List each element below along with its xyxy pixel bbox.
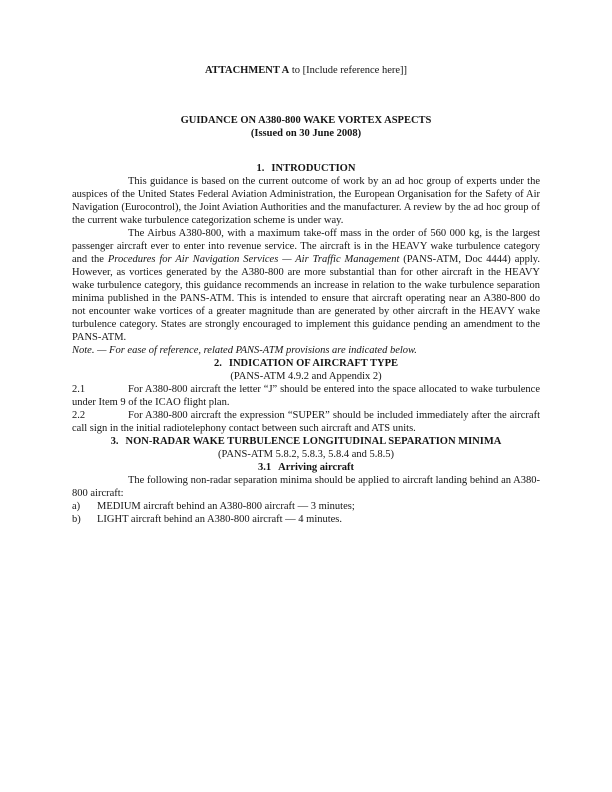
section-1-heading	[72, 162, 540, 175]
list-item-b-text: LIGHT aircraft behind an A380-800 aircraft — 4 minutes.	[97, 514, 343, 525]
subsection-3-1-number: 3.1	[257, 462, 272, 473]
paragraph-2-2	[72, 409, 540, 435]
list-item-a-text: MEDIUM aircraft behind an A380-800 aircraft — 3 minutes;	[97, 501, 355, 512]
section-2-heading	[72, 357, 540, 370]
subsection-3-1-heading	[72, 461, 540, 474]
paragraph-2-1	[72, 383, 540, 409]
document-title-line1: GUIDANCE ON A380-800 WAKE VORTEX ASPECTS	[180, 115, 432, 126]
paragraph-2-1-text: For A380-800 aircraft the letter “J” should be entered into the space allocated to wake turbulence under Item 9 of the ICAO flight plan.	[72, 384, 540, 408]
section-3-number: 3.	[110, 436, 119, 447]
intro-paragraph-2-text: The Airbus A380-800, with a maximum take-off mass in the order of 560 000 kg, is the largest passenger aircraft ever to enter into revenue service. The aircraft is in the HEAVY wake turbulence category and the	[72, 228, 540, 265]
pans-atm-document-title: Procedures for Air Navigation Services — Air Traffic Management	[107, 254, 400, 265]
list-item-b-marker: b)	[72, 514, 81, 525]
section-1-number: 1.	[256, 163, 265, 174]
section-3-reference: (PANS-ATM 5.8.2, 5.8.3, 5.8.4 and 5.8.5)	[217, 449, 395, 460]
section-3-heading	[72, 435, 540, 448]
section-3-title: NON-RADAR WAKE TURBULENCE LONGITUDINAL SEPARATION MINIMA	[125, 436, 502, 447]
list-item-b	[72, 513, 540, 526]
paragraph-2-2-text: For A380-800 aircraft the expression “SUPER” should be included immediately after the aircraft call sign in the initial radiotelephony contact between such aircraft and ATS units.	[72, 410, 540, 434]
intro-paragraph-1: This guidance is based on the current outcome of work by an ad hoc group of experts under the auspices of the United States Federal Aviation Administration, the European Organisation for the Safety of Air Navigation (Eurocontrol), the Joint Aviation Authorities and the manufacturer. A review by the ad hoc group of the current wake turbulence categorization scheme is under way.	[72, 176, 540, 226]
attachment-label: ATTACHMENT A	[204, 65, 290, 76]
paragraph-2-1-number: 2.1	[72, 384, 86, 395]
document-title	[72, 114, 540, 140]
intro-paragraph-2-continued: (PANS-ATM, Doc 4444) apply. However, as vortices generated by the A380-800 are more substantial than for other aircraft in the HEAVY wake turbulence category, this guidance recommends an increase in relation to the wake turbulence separation minima published in the PANS-ATM. This is intended to ensure that aircraft operating near an A380-800 do not encounter wake vortices of a greater magnitude than are generated by other aircraft in the HEAVY wake turbulence category. States are strongly encouraged to implement this guidance pending an amendment to the PANS-ATM.	[72, 254, 540, 343]
document-title-line2: (Issued on 30 June 2008)	[250, 128, 362, 139]
section-2-reference: (PANS-ATM 4.9.2 and Appendix 2)	[230, 371, 382, 382]
list-item-a	[72, 500, 540, 513]
intro-paragraph-2	[72, 227, 540, 344]
section-2-number: 2.	[214, 358, 222, 369]
attachment-reference: to [Include reference here]]	[289, 65, 408, 76]
subsection-3-1-title: Arriving aircraft	[278, 462, 355, 473]
arriving-aircraft-intro: The following non-radar separation minima should be applied to aircraft landing behind an A380-800 aircraft:	[72, 475, 540, 499]
section-2-title: INDICATION OF AIRCRAFT TYPE	[228, 358, 398, 369]
section-1-title: INTRODUCTION	[271, 163, 356, 174]
paragraph-2-2-number: 2.2	[72, 410, 86, 421]
list-item-a-marker: a)	[72, 501, 81, 512]
reference-note: Note. — For ease of reference, related PANS-ATM provisions are indicated below.	[72, 345, 417, 356]
attachment-line	[72, 64, 540, 77]
